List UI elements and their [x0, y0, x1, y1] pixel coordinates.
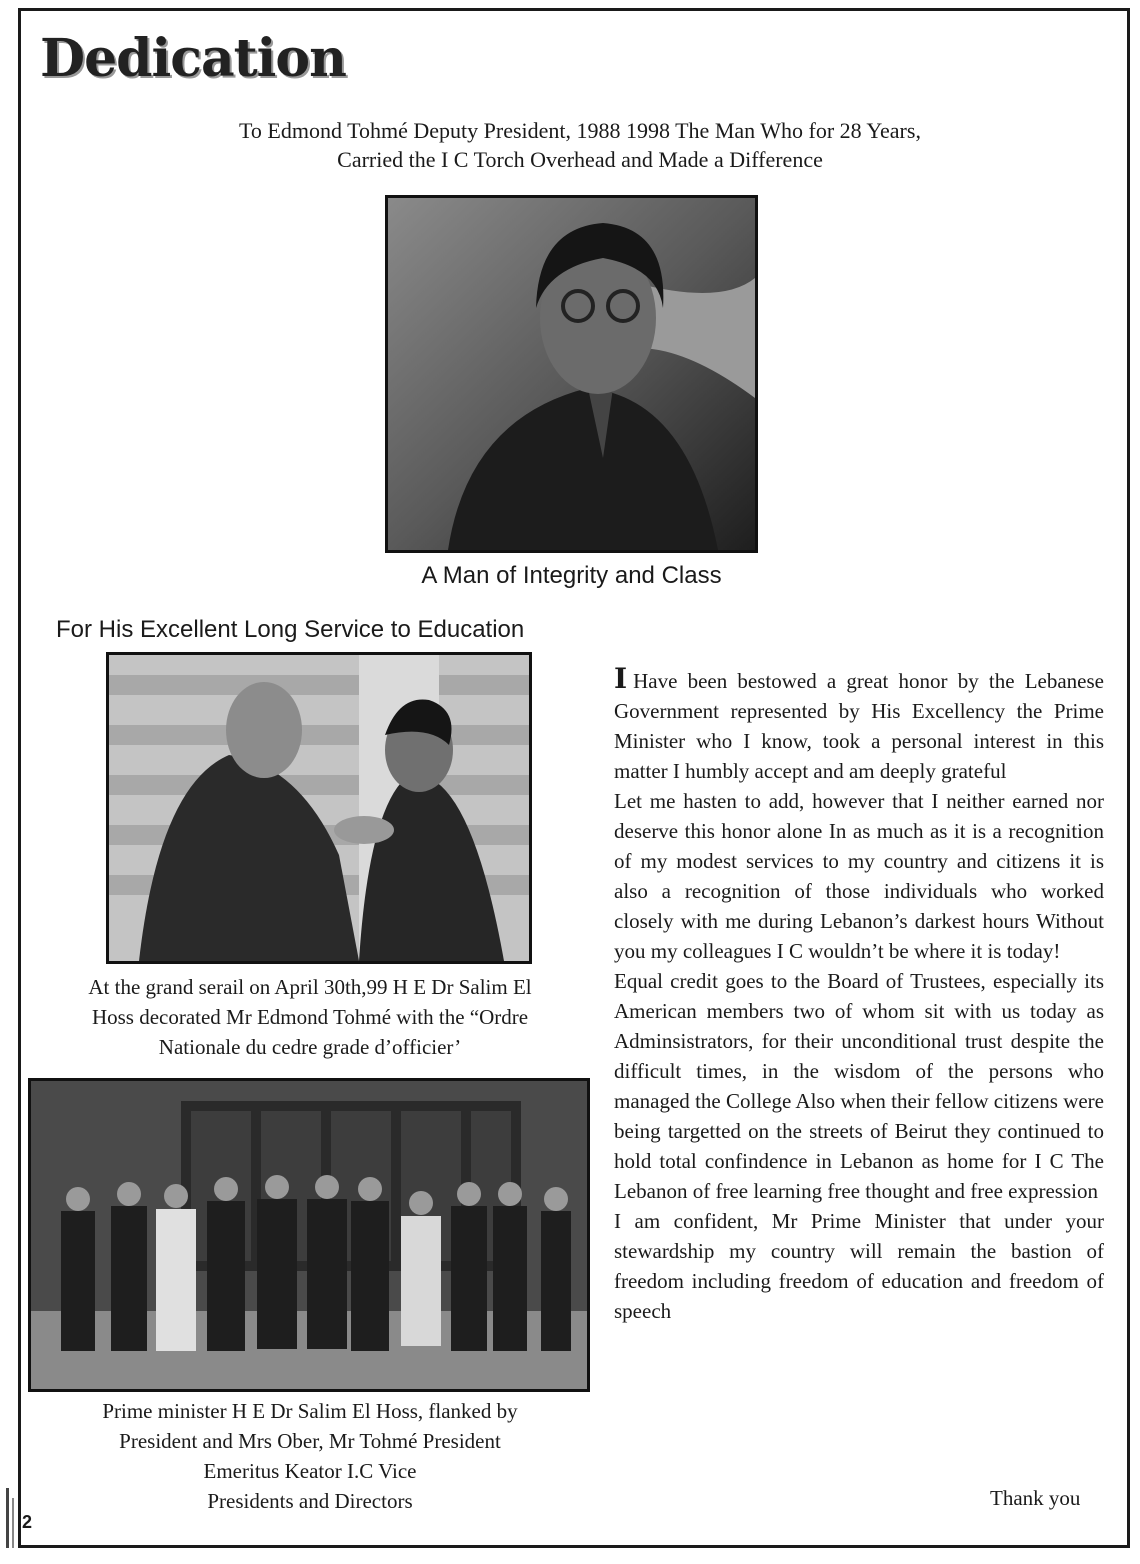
section-heading: For His Excellent Long Service to Education — [56, 616, 525, 643]
group-caption-line-3: Emeritus Keator I.C Vice — [203, 1459, 417, 1483]
drop-cap: I — [614, 662, 628, 695]
dedication-subtitle — [130, 116, 1030, 174]
decoration-caption — [26, 972, 594, 1062]
subtitle-line-2: Carried the I C Torch Overhead and Made a Difference — [337, 147, 823, 172]
page-title: Dedication — [40, 28, 346, 89]
page-number: 2 — [22, 1512, 33, 1532]
decoration-caption-line-2: Hoss decorated Mr Edmond Tohmé with the “Ordre — [91, 1005, 529, 1029]
letter-paragraph-1: I Have been bestowed a great honor by the Lebanese Government represented by His Excellency the Prime Minister who I know, took a personal interest in this matter I humbly accept and am deeply grateful — [614, 662, 1104, 783]
group-illustration — [31, 1081, 587, 1389]
portrait-caption: A Man of Integrity and Class — [421, 562, 722, 589]
group-photo — [28, 1078, 590, 1392]
page-edge-bar-thin — [12, 1498, 14, 1548]
group-caption-line-2: President and Mrs Ober, Mr Tohmé President — [119, 1429, 501, 1453]
letter-body — [614, 664, 1104, 1326]
letter-paragraph-4: I am confident, Mr Prime Minister that under your stewardship my country will remain the bastion of freedom including freedom of education and freedom of speech — [614, 1209, 1104, 1323]
decoration-illustration — [109, 655, 529, 961]
group-caption — [26, 1396, 594, 1516]
closing-thank-you: Thank you — [990, 1486, 1081, 1510]
decoration-photo — [106, 652, 532, 964]
decoration-caption-line-3: Nationale du cedre grade d’officier’ — [158, 1035, 462, 1059]
portrait-photo — [385, 195, 758, 553]
group-caption-line-1: Prime minister H E Dr Salim El Hoss, flanked by — [102, 1399, 518, 1423]
group-caption-line-4: Presidents and Directors — [207, 1489, 413, 1513]
subtitle-line-1: To Edmond Tohmé Deputy President, 1988 1998 The Man Who for 28 Years, — [239, 118, 921, 143]
page-edge-bar — [6, 1488, 9, 1548]
decoration-caption-line-1: At the grand serail on April 30th,99 H E Dr Salim El — [88, 975, 532, 999]
letter-paragraph-3: Equal credit goes to the Board of Trustees, especially its American members two of whom sit with us today as Adminsistrators, for their unconditional trust despite the difficult times, in the wisdom of the persons who managed the College Also when their fellow citizens were being targetted on the streets of Beirut they continued to hold total confindence in Lebanon as home for I C The Lebanon of free learning free thought and free expression — [614, 969, 1104, 1203]
portrait-illustration — [388, 198, 755, 550]
letter-paragraph-2: Let me hasten to add, however that I neither earned nor deserve this honor alone In as much as it is a recognition of my modest services to my country and citizens it is also a recognition of those individuals who worked closely with me during Lebanon’s darkest hours Without you my colleagues I C wouldn’t be where it is today! — [614, 789, 1104, 963]
